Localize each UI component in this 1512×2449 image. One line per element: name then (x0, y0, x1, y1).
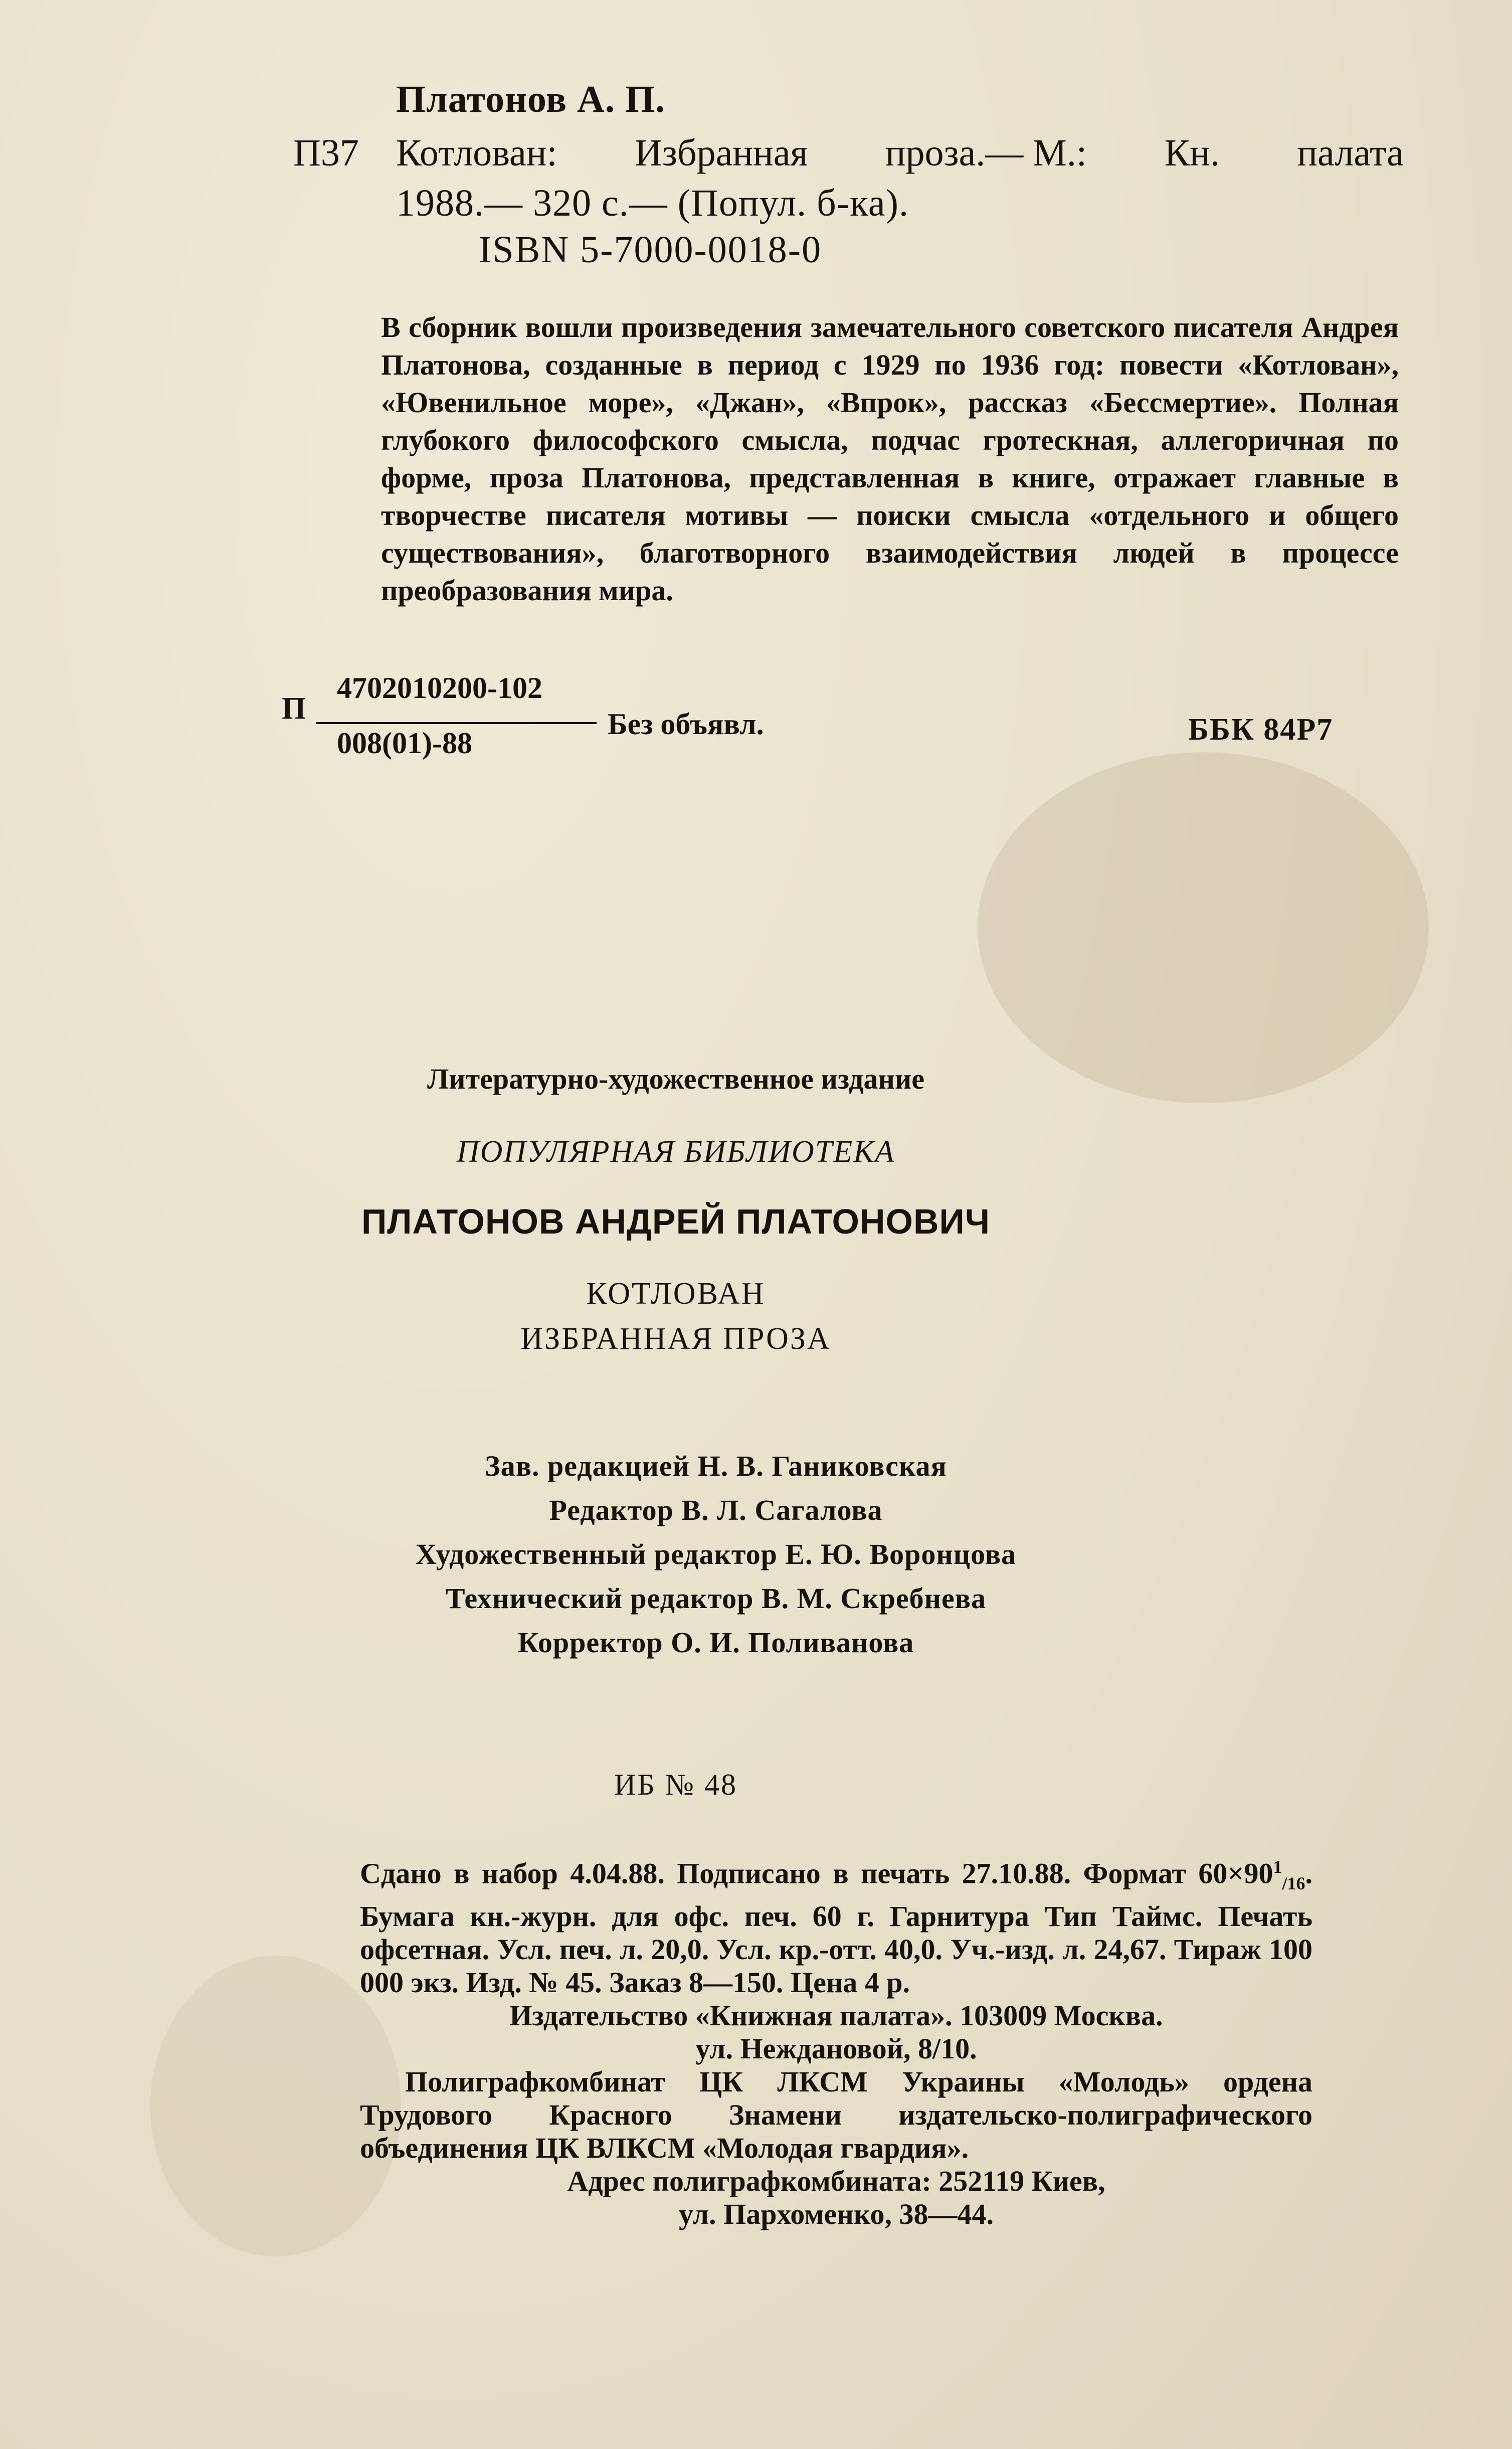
printer-address-street: ул. Пархоменко, 38—44. (679, 2197, 994, 2230)
catalog-title-line (396, 131, 1404, 175)
author-full-name: ПЛАТОНОВ АНДРЕЙ ПЛАТОНОВИЧ (361, 1202, 991, 1241)
annotation (381, 308, 1399, 609)
format-sup: 1 (1273, 1857, 1282, 1877)
catalog-title-word: Избранная (635, 132, 808, 174)
annotation-text: В сборник вошли произведения замечательного советского писателя Андрея Платонова, созданные в период с 1929 по 1936 год: повести «Котлован», «Ювенильное море», «Джан», «Впрок», рассказ «Бессмертие». Полная глубокого философского смысла, подчас гротескная, аллегоричная по форме, проза Платонова, представленная в книге, отражает главные в творчестве писателя мотивы — поиски смысла «отдельного и общего существования», благотворного взаимодействия людей в процессе преобразования мира. (381, 311, 1399, 607)
paper-stain (978, 752, 1429, 1103)
publisher-address: ул. Неждановой, 8/10. (695, 2032, 977, 2065)
tech-text: . Бумага кн.-журн. для офс. печ. 60 г. Гарнитура Тип Таймс. Печать офсетная. Усл. печ. л. 20,0. Усл. кр.-отт. 40,0. Уч.-изд. л. 24,67. Тираж 100 000 экз. Изд. № 45. Заказ 8—150. Цена 4 р. (360, 1857, 1312, 1999)
staff-line: Редактор В. Л. Сагалова (549, 1494, 883, 1526)
catalog-title-word: Кн. (1164, 132, 1220, 174)
printer-info: Полиграфкомбинат ЦК ЛКСМ Украины «Молодь» ордена Трудового Красного Знамени издательско-полиграфического объединения ЦК ВЛКСМ «Молодая гвардия». (360, 2065, 1312, 2164)
format-value: 60×90 (1198, 1857, 1273, 1890)
catalog-title-word: проза.— М.: (885, 132, 1087, 174)
author-heading: Платонов А. П. (396, 78, 666, 120)
catalog-title-word: палата (1297, 132, 1404, 174)
ib-number: ИБ № 48 (614, 1768, 738, 1801)
bbk-code: ББК 84Р7 (1188, 713, 1334, 747)
tech-paragraph (360, 1850, 1312, 1999)
edition-type: Литературно-художественное издание (427, 1063, 925, 1095)
no-announcement-note: Без объявл. (608, 708, 764, 741)
staff-line: Корректор О. И. Поливанова (517, 1626, 914, 1659)
catalog-code: П37 (293, 132, 359, 174)
printer-address-line: Адрес полиграфкомбината: 252119 Киев, (567, 2164, 1105, 2197)
format-sub: /16 (1282, 1873, 1305, 1893)
tech-text: Сдано в набор 4.04.88. Подписано в печать 27.10.88. Формат (360, 1857, 1186, 1890)
index-denominator: 008(01)-88 (337, 727, 472, 760)
book-subtitle: ИЗБРАННАЯ ПРОЗА (520, 1322, 831, 1356)
editorial-staff (0, 1444, 1512, 1665)
index-numerator: 4702010200-102 (337, 671, 542, 705)
series-name: ПОПУЛЯРНАЯ БИБЛИОТЕКА (456, 1135, 895, 1169)
staff-line: Художественный редактор Е. Ю. Воронцова (415, 1538, 1017, 1570)
publisher-line: Издательство «Книжная палата». 103009 Москва. (509, 1999, 1163, 2032)
index-letter: П (282, 691, 306, 726)
catalog-title-word: Котлован: (396, 132, 557, 174)
staff-line: Зав. редакцией Н. В. Ганиковская (485, 1450, 947, 1482)
catalog-publication-line: 1988.— 320 с.— (Попул. б-ка). (396, 182, 909, 224)
technical-details (360, 1850, 1312, 2231)
staff-line: Технический редактор В. М. Скребнева (445, 1582, 987, 1615)
book-title: КОТЛОВАН (586, 1277, 766, 1311)
isbn: ISBN 5-7000-0018-0 (479, 229, 822, 271)
fraction-line (316, 722, 597, 724)
